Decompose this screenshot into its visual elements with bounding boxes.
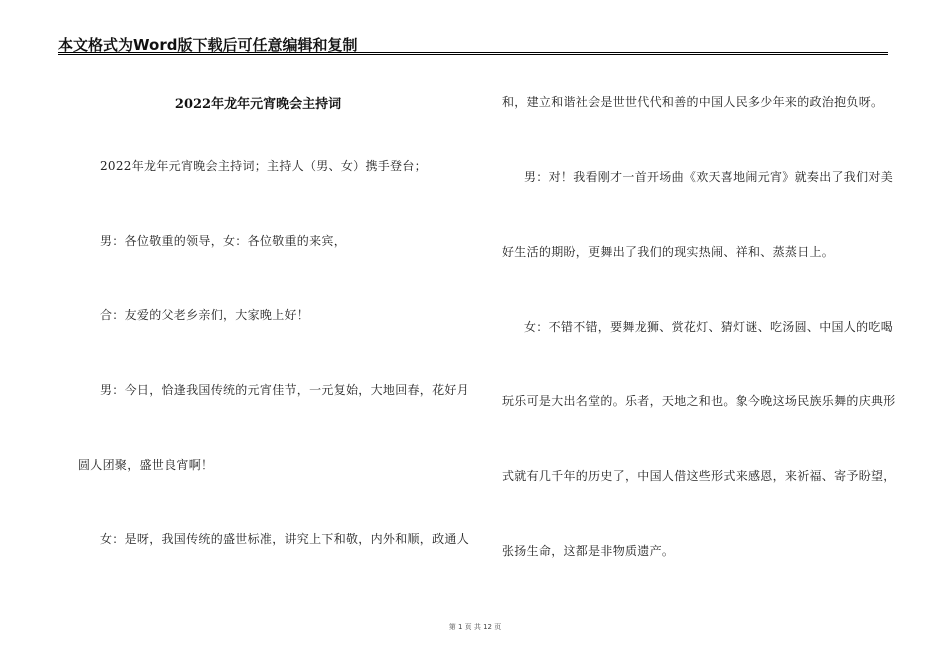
- right-column-line: 好生活的期盼，更舞出了我们的现实热闹、祥和、蒸蒸日上。: [502, 245, 835, 259]
- left-column-line: 男：各位敬重的领导，女：各位敬重的来宾，: [100, 234, 347, 248]
- document-header: 本文格式为Word版下载后可任意编辑和复制: [58, 36, 358, 54]
- left-column-line: 合：友爱的父老乡亲们，大家晚上好！: [100, 308, 310, 322]
- left-column-line: 2022年龙年元宵晚会主持词；主持人（男、女）携手登台；: [100, 159, 427, 173]
- right-column-line: 式就有几千年的历史了，中国人借这些形式来感恩，来祈福、寄予盼望，: [502, 469, 896, 483]
- left-column-line: 女：是呀，我国传统的盛世标准，讲究上下和敬，内外和顺，政通人: [100, 532, 470, 546]
- left-column-line: 男：今日，恰逢我国传统的元宵佳节，一元复始，大地回春，花好月: [100, 383, 470, 397]
- right-column-line: 男：对！我看刚才一首开场曲《欢天喜地闹元宵》就奏出了我们对美: [524, 170, 894, 184]
- right-column-line: 女：不错不错，要舞龙狮、赏花灯、猜灯谜、吃汤圆、中国人的吃喝: [524, 320, 894, 334]
- left-column-line: 圆人团聚，盛世良宵啊！: [78, 458, 214, 472]
- right-column-line: 和，建立和谐社会是世世代代和善的中国人民多少年来的政治抱负呀。: [502, 95, 884, 109]
- right-column-line: 张扬生命，这都是非物质遗产。: [502, 544, 675, 558]
- header-rule: [58, 52, 888, 53]
- page-number: 第 1 页 共 12 页: [448, 623, 502, 631]
- document-title: 2022年龙年元宵晚会主持词: [174, 97, 342, 112]
- header-rule-secondary: [58, 54, 888, 55]
- right-column-line: 玩乐可是大出名堂的。乐者，天地之和也。象今晚这场民族乐舞的庆典形: [502, 394, 896, 408]
